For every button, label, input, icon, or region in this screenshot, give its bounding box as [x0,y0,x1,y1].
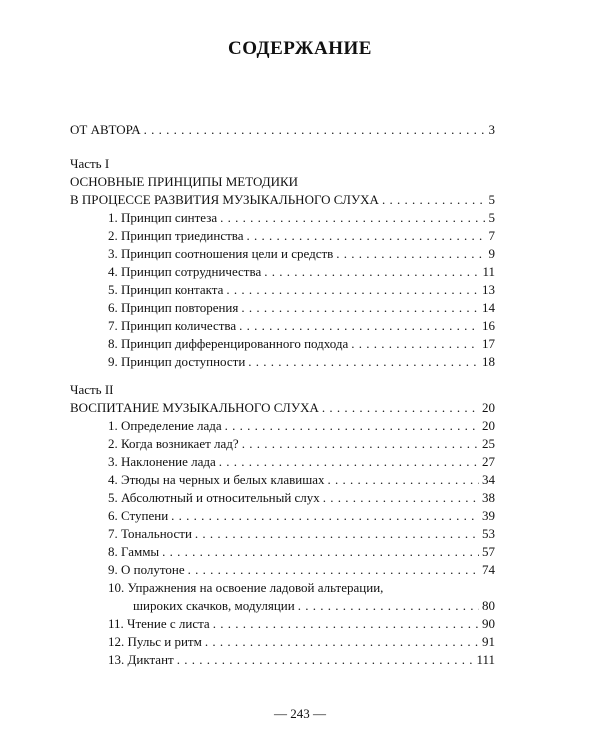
toc-entry[interactable] [108,210,495,226]
toc-entry-label-line1: 10. Упражнения на освоение ладовой альтерации, [108,580,384,595]
toc-entry[interactable] [108,544,495,560]
toc-entry[interactable] [108,508,495,524]
toc-entry-page: 39 [482,508,495,523]
toc-entry-label: 3. Принцип соотношения цели и средств [108,246,334,261]
toc-entry-label: 1. Принцип синтеза [108,210,218,225]
leader-dots [177,652,474,668]
toc-entry-page: 20 [482,400,495,415]
toc-entry[interactable] [133,598,495,614]
leader-dots [226,282,479,298]
toc-entry-label: ОТ АВТОРА [70,122,141,137]
page-title: СОДЕРЖАНИЕ [228,38,372,59]
leader-dots [382,192,486,208]
toc-entry[interactable] [108,336,495,352]
toc-entry-page: 13 [482,282,495,297]
toc-entry-label: 5. Абсолютный и относительный слух [108,490,320,505]
toc-entry-label: 8. Принцип дифференцированного подхода [108,336,349,351]
toc-entry-page: 14 [482,300,495,315]
leader-dots [323,490,479,506]
leader-dots [195,526,479,542]
leader-dots [239,318,479,334]
toc-entry[interactable] [108,526,495,542]
toc-entry-label: 4. Принцип сотрудничества [108,264,262,279]
leader-dots [241,300,479,316]
toc-entry-label: 13. Диктант [108,652,174,667]
leader-dots [225,418,479,434]
toc-entry-label: 7. Тональности [108,526,192,541]
toc-entry-label: 8. Гаммы [108,544,160,559]
toc-entry-page: 5 [488,192,495,207]
leader-dots [219,454,479,470]
toc-entry-page: 5 [488,210,495,225]
leader-dots [327,472,479,488]
toc-entry-page: 3 [488,122,495,137]
leader-dots [247,228,486,244]
toc-entry-label: 11. Чтение с листа [108,616,210,631]
part2-heading: Часть II [70,382,114,397]
toc-entry-part2-title[interactable] [70,400,495,416]
leader-dots [162,544,479,560]
leader-dots [248,354,479,370]
leader-dots [171,508,479,524]
leader-dots [220,210,485,226]
toc-entry-page: 25 [482,436,495,451]
toc-entry-page: 9 [488,246,495,261]
toc-entry-page: 34 [482,472,495,487]
toc-entry-label: 3. Наклонение лада [108,454,216,469]
leader-dots [322,400,479,416]
toc-entry-label: 2. Когда возникает лад? [108,436,239,451]
part1-heading: Часть I [70,156,110,171]
leader-dots [242,436,479,452]
toc-entry-page: 38 [482,490,495,505]
toc-entry-page: 111 [476,652,495,667]
toc-entry-label: 12. Пульс и ритм [108,634,202,649]
toc-entry[interactable] [108,436,495,452]
toc-entry-page: 90 [482,616,495,631]
leader-dots [205,634,479,650]
toc-entry-page: 53 [482,526,495,541]
toc-entry[interactable] [108,634,495,650]
toc-entry-page: 17 [482,336,495,351]
toc-entry-part1-title[interactable] [70,192,495,208]
leader-dots [213,616,479,632]
toc-entry[interactable] [108,228,495,244]
toc-entry-label: широких скачков, модуляции [133,598,295,613]
toc-entry-label: 7. Принцип количества [108,318,237,333]
leader-dots [188,562,479,578]
toc-entry-label: 9. Принцип доступности [108,354,246,369]
toc-entry-label: 6. Принцип повторения [108,300,239,315]
toc-entry[interactable] [108,264,495,280]
toc-entry-label: 5. Принцип контакта [108,282,224,297]
toc-entry-page: 91 [482,634,495,649]
toc-entry-page: 27 [482,454,495,469]
toc-entry-label: 6. Ступени [108,508,169,523]
toc-entry[interactable] [108,354,495,370]
toc-entry-label: 9. О полутоне [108,562,185,577]
toc-entry-label: В ПРОЦЕССЕ РАЗВИТИЯ МУЗЫКАЛЬНОГО СЛУХА [70,192,379,207]
toc-entry[interactable] [108,246,495,262]
toc-entry[interactable] [108,616,495,632]
toc-entry-label: 1. Определение лада [108,418,222,433]
toc-entry[interactable] [108,490,495,506]
toc-entry-page: 16 [482,318,495,333]
toc-entry[interactable] [108,454,495,470]
toc-entry-label: 2. Принцип триединства [108,228,244,243]
toc-entry-page: 11 [482,264,495,279]
toc-entry[interactable] [108,282,495,298]
page-number: — 243 — [274,706,326,721]
leader-dots [144,122,486,138]
leader-dots [336,246,485,262]
leader-dots [298,598,479,614]
toc-entry-page: 57 [482,544,495,559]
toc-entry-page: 74 [482,562,495,577]
toc-entry-author[interactable] [70,122,495,138]
leader-dots [264,264,479,280]
leader-dots [351,336,479,352]
part1-title-line1: ОСНОВНЫЕ ПРИНЦИПЫ МЕТОДИКИ [70,174,299,189]
toc-entry-page: 7 [488,228,495,243]
toc-entry[interactable] [108,300,495,316]
toc-entry[interactable] [108,318,495,334]
toc-entry-page: 20 [482,418,495,433]
toc-entry[interactable] [108,472,495,488]
toc-entry[interactable] [108,562,495,578]
toc-entry-page: 18 [482,354,495,369]
toc-entry-label: ВОСПИТАНИЕ МУЗЫКАЛЬНОГО СЛУХА [70,400,319,415]
toc-entry-page: 80 [482,598,495,613]
toc-entry-label: 4. Этюды на черных и белых клавишах [108,472,325,487]
toc-entry[interactable] [108,418,495,434]
toc-entry[interactable] [108,652,495,668]
